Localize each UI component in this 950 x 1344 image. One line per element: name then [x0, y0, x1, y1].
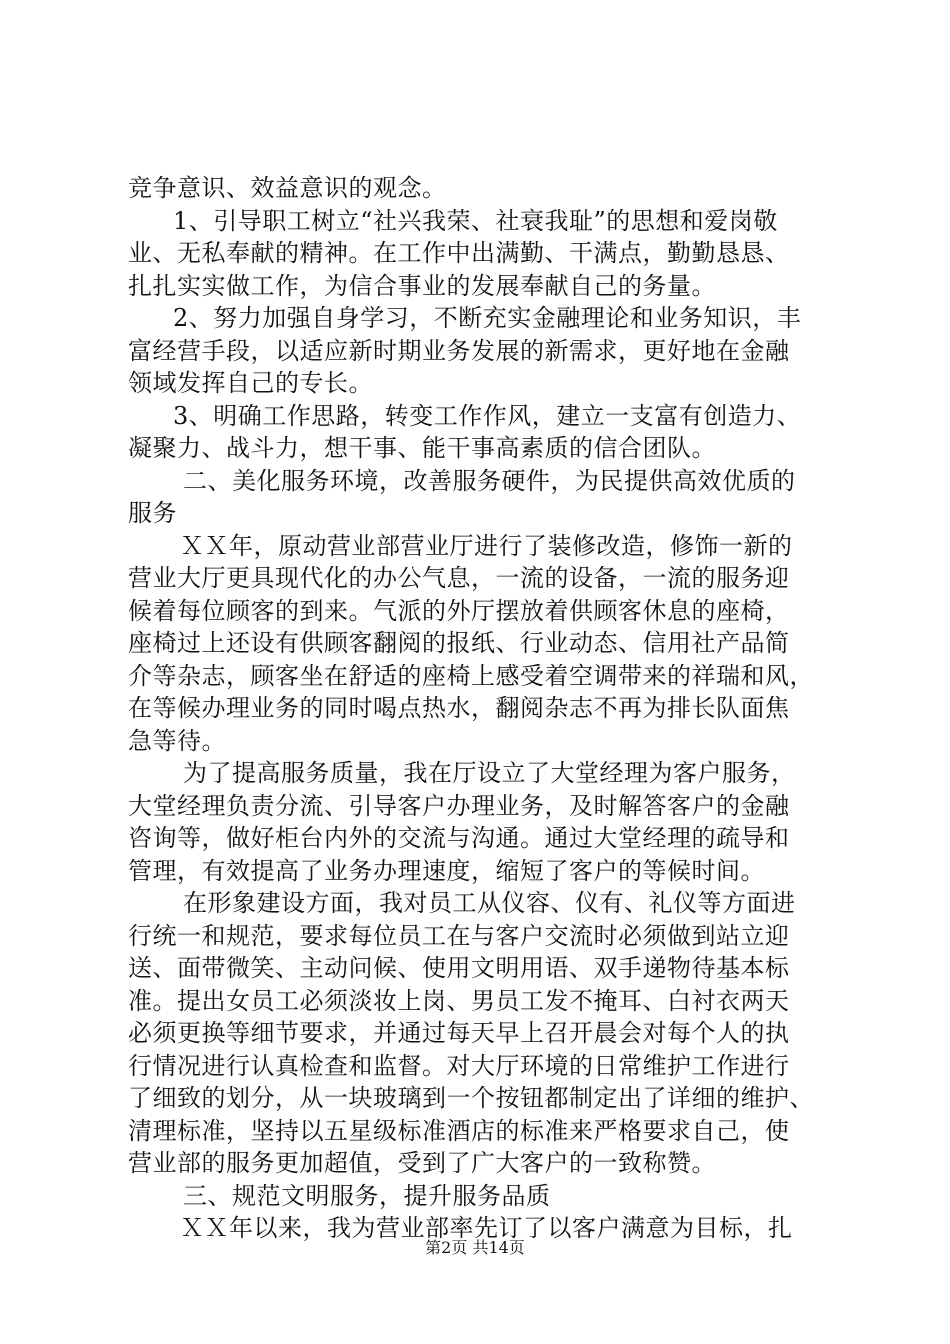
text-line: 座椅过上还设有供顾客翻阅的报纸、行业动态、信用社产品简	[128, 629, 790, 657]
text-line: 行情况进行认真检查和监督。对大厅环境的日常维护工作进行	[128, 1051, 790, 1080]
text-line: 急等待。	[128, 726, 226, 755]
document-body	[128, 172, 828, 1245]
text-line: 准。提出女员工必须淡妆上岗、男员工发不掩耳、白衬衣两天	[128, 986, 790, 1015]
text-line: 必须更换等细节要求，并通过每天早上召开晨会对每个人的执	[128, 1019, 790, 1047]
page-number-footer: 第2页 共14页	[425, 1238, 525, 1257]
text-line: 了细致的划分，从一块玻璃到一个按钮都制定出了详细的维护、	[128, 1084, 814, 1112]
text-line: 大堂经理负责分流、引导客户办理业务，及时解答客户的金融	[128, 791, 790, 820]
text-line: ＸＸ年以来，我为营业部率先订了以客户满意为目标，扎	[180, 1214, 793, 1242]
section-heading-continued: 服务	[128, 499, 177, 527]
text-line: 富经营手段，以适应新时期业务发展的新需求，更好地在金融	[128, 336, 790, 365]
text-line: 领域发挥自己的专长。	[128, 369, 373, 397]
text-line: 咨询等，做好柜台内外的交流与沟通。通过大堂经理的疏导和	[128, 824, 790, 852]
text-line: 扎扎实实做工作，为信合事业的发展奉献自己的务量。	[128, 271, 716, 300]
section-heading: 三、规范文明服务，提升服务品质	[183, 1181, 551, 1210]
text-line: 为了提高服务质量，我在厅设立了大堂经理为客户服务，	[183, 759, 796, 787]
text-line: 营业部的服务更加超值，受到了广大客户的一致称赞。	[128, 1149, 716, 1177]
text-line: 清理标准，坚持以五星级标准酒店的标准来严格要求自己，使	[128, 1116, 790, 1145]
text-line: 业、无私奉献的精神。在工作中出满勤、干满点，勤勤恳恳、	[128, 239, 790, 267]
text-line: 候着每位顾客的到来。气派的外厅摆放着供顾客休息的座椅，	[128, 596, 790, 625]
section-heading: 二、美化服务环境，改善服务硬件，为民提供高效优质的	[183, 466, 796, 495]
text-line: 竞争意识、效益意识的观念。	[128, 174, 447, 202]
text-line: 送、面带微笑、主动问候、使用文明用语、双手递物待基本标	[128, 954, 790, 982]
text-line: 行统一和规范，要求每位员工在与客户交流时必须做到站立迎	[128, 921, 790, 950]
text-line: 在等候办理业务的同时喝点热水，翻阅杂志不再为排长队面焦	[128, 694, 790, 722]
text-line: ＸＸ年，原动营业部营业厅进行了装修改造，修饰一新的	[180, 531, 793, 560]
text-line: 营业大厅更具现代化的办公气息，一流的设备，一流的服务迎	[128, 564, 790, 592]
text-line: 在形象建设方面，我对员工从仪容、仪有、礼仪等方面进	[183, 889, 796, 917]
text-line: 3、明确工作思路，转变工作作风，建立一支富有创造力、	[173, 401, 802, 430]
text-line: 凝聚力、战斗力，想干事、能干事高素质的信合团队。	[128, 434, 716, 462]
text-line: 管理，有效提高了业务办理速度，缩短了客户的等候时间。	[128, 856, 765, 885]
text-line: 2、努力加强自身学习，不断充实金融理论和业务知识，丰	[173, 304, 802, 332]
text-line: 介等杂志，顾客坐在舒适的座椅上感受着空调带来的祥瑞和风，	[128, 661, 814, 690]
text-line: 1、引导职工树立“社兴我荣、社衰我耻”的思想和爱岗敬	[173, 206, 778, 235]
